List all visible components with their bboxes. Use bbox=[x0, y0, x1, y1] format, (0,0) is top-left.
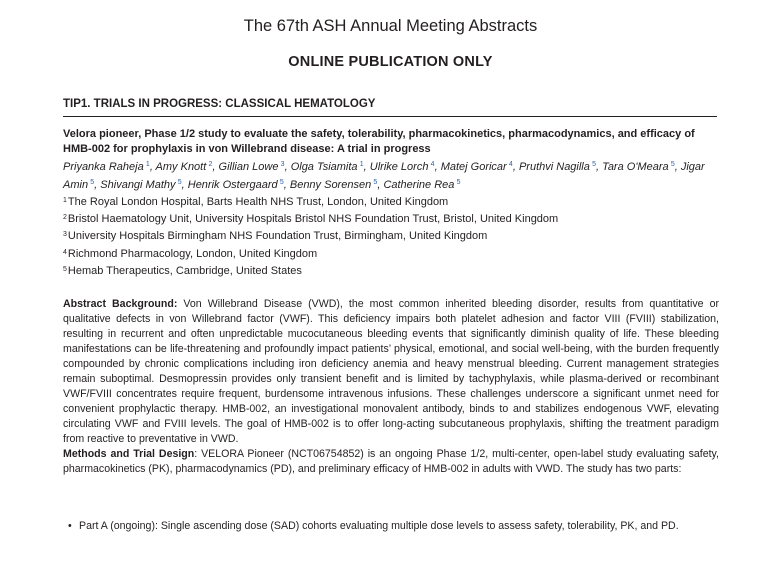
bullet-text: Part A (ongoing): Single ascending dose (SAD) cohorts evaluating multiple dose levels to assess safety, tolerability, PK, and PD. bbox=[79, 520, 679, 532]
affiliation-list bbox=[63, 193, 723, 279]
author-name: Catherine Rea bbox=[383, 179, 455, 191]
author-name: Tara O'Meara bbox=[602, 161, 669, 173]
author bbox=[441, 161, 513, 173]
author-name: Pruthvi Nagilla bbox=[518, 161, 590, 173]
affiliation-text: Hemab Therapeutics, Cambridge, United States bbox=[67, 264, 302, 277]
author-affiliation-marker: 1 bbox=[145, 161, 150, 168]
abstract-methods bbox=[63, 447, 719, 477]
affiliation-number: 4 bbox=[63, 248, 67, 256]
background-label: Abstract Background: bbox=[63, 298, 178, 310]
affiliation-text: University Hospitals Birmingham NHS Foundation Trust, Birmingham, United Kingdom bbox=[67, 230, 488, 243]
author bbox=[370, 161, 435, 173]
author-affiliation-marker: 2 bbox=[208, 161, 213, 168]
author bbox=[219, 161, 285, 173]
author bbox=[519, 161, 596, 173]
background-text: Von Willebrand Disease (VWD), the most common inherited bleeding disorder, results from quantitative or qualitative defects in von Willebrand factor (VWF). This deficiency impairs both platelet adhesion and factor VIII (FVIII) stabilization, resulting in recurrent and often unpredictable mucocutaneous bleeding events that significantly diminish quality of life. These bleeding manifestations can be life-threatening and profoundly impact patients’ physical, emotional, and social well-being, with the burden frequently compounded by chronic complications including iron deficiency anemia and heavy menstrual bleeding. Current management strategies remain suboptimal. Desmopressin provides only transient benefit and is limited by tachyphylaxis, while plasma-derived or recombinant VWF/FVIII concentrates require frequent, burdensome intravenous infusions. These challenges underscore a significant unmet need for convenient prophylactic therapy. HMB-002, an investigational monovalent antibody, binds to and stabilizes endogenous VWF, elevating circulating VWF and FVIII levels. The goal of HMB-002 is to offer long-acting subcutaneous prophylaxis, shifting the treatment paradigm from reactive to preventative in VWD. bbox=[63, 298, 719, 445]
author-name: Ulrike Lorch bbox=[369, 161, 429, 173]
author-affiliation-marker: 5 bbox=[373, 179, 378, 186]
author-affiliation-marker: 5 bbox=[177, 179, 182, 186]
affiliation-number: 5 bbox=[63, 265, 67, 273]
author-name: Henrik Ostergaard bbox=[187, 179, 278, 191]
publication-type: ONLINE PUBLICATION ONLY bbox=[288, 54, 493, 70]
author-affiliation-marker: 5 bbox=[592, 161, 596, 168]
author-name: Shivangi Mathy bbox=[100, 179, 176, 191]
author-affiliation-marker: 4 bbox=[508, 161, 513, 168]
author bbox=[291, 161, 364, 173]
author bbox=[156, 161, 213, 173]
affiliation-number: 2 bbox=[63, 214, 67, 222]
author bbox=[383, 179, 460, 191]
journal-header: The 67th ASH Annual Meeting Abstracts bbox=[243, 17, 538, 35]
affiliation-text: The Royal London Hospital, Barts Health NHS Trust, London, United Kingdom bbox=[67, 196, 449, 208]
affiliation-number: 3 bbox=[63, 231, 67, 239]
section-heading: TIP1. TRIALS IN PROGRESS: CLASSICAL HEMATOLOGY bbox=[63, 98, 376, 110]
author-name: Priyanka Raheja bbox=[63, 161, 144, 173]
author bbox=[188, 179, 284, 191]
author-name: Matej Goricar bbox=[440, 161, 507, 173]
author-name: Benny Sorensen bbox=[289, 179, 372, 191]
abstract-background bbox=[63, 297, 719, 447]
author-affiliation-marker: 5 bbox=[456, 179, 461, 186]
affiliation bbox=[63, 245, 723, 262]
author-affiliation-marker: 5 bbox=[90, 179, 95, 186]
list-item bbox=[68, 519, 718, 534]
author-affiliation-marker: 5 bbox=[670, 161, 675, 168]
affiliation-text: Richmond Pharmacology, London, United Kingdom bbox=[67, 247, 318, 260]
author-name: Gillian Lowe bbox=[218, 161, 279, 173]
methods-label: Methods and Trial Design bbox=[63, 448, 195, 460]
author bbox=[602, 161, 675, 173]
bullet-icon: • bbox=[68, 520, 72, 532]
affiliation bbox=[63, 210, 723, 227]
affiliation bbox=[63, 262, 723, 279]
author-affiliation-marker: 3 bbox=[280, 161, 285, 168]
author-affiliation-marker: 4 bbox=[430, 161, 435, 168]
article-title: Velora pioneer, Phase 1/2 study to evaluate the safety, tolerability, pharmacokinetics, pharmacodynamics, and efficacy of HMB-002 for prophylaxis in von Willebrand disease: A trial in progress bbox=[63, 128, 695, 155]
author-name: Olga Tsiamita bbox=[290, 161, 358, 173]
methods-text: : VELORA Pioneer (NCT06754852) is an ongoing Phase 1/2, multi-center, open-label study evaluating safety, pharmacokinetics (PK), pharmacodynamics (PD), and preliminary efficacy of HMB-002 in adults with VWD. The study has two parts: bbox=[63, 448, 719, 475]
author bbox=[290, 179, 377, 191]
author bbox=[100, 179, 181, 191]
abstract-body bbox=[63, 297, 719, 477]
affiliation bbox=[63, 227, 723, 244]
section-divider bbox=[63, 116, 717, 117]
author-affiliation-marker: 1 bbox=[359, 161, 364, 168]
author-name: Amy Knott bbox=[155, 161, 207, 173]
affiliation bbox=[63, 193, 723, 210]
affiliation-number: 1 bbox=[63, 197, 67, 204]
author-name: Jigar Amin bbox=[63, 161, 705, 191]
author-list: Priyanka Raheja $^1$, Amy Knott $^2$, Gillian Lowe $^3$, Olga Tsiamita $^1$, Ulrike Lorch $^4$, Matej Goricar $^4$, Pruthvi Nagilla $^5$, Tara O'Meara $^5$, Jigar Amin $^5$, Shivangi Mathy $^5$, Henrik Ostergaard $^5$, Benny Sorensen $^5$, Catherine Rea $^5$ bbox=[63, 161, 705, 191]
affiliation-text: Bristol Haematology Unit, University Hospitals Bristol NHS Foundation Trust, Bristol, United Kingdom bbox=[67, 213, 559, 226]
author-affiliation-marker: 5 bbox=[279, 179, 284, 186]
author bbox=[63, 161, 150, 173]
